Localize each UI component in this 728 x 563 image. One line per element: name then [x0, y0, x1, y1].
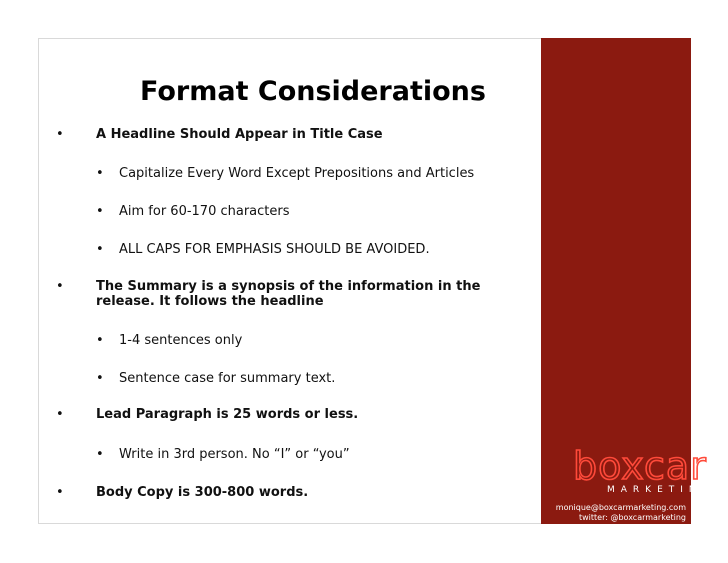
contact-twitter: twitter: @boxcarmarketing — [578, 513, 686, 522]
sub-bullet-capitalize: Capitalize Every Word Except Prepositions and Articles — [119, 166, 475, 181]
bullet-icon: • — [96, 333, 104, 348]
bullet-icon: • — [96, 447, 104, 462]
bullet-icon: • — [96, 242, 104, 257]
bullet-icon: • — [56, 485, 64, 500]
boxcar-logo: boxcar — [573, 444, 707, 488]
sub-bullet-sentences: 1-4 sentences only — [119, 333, 243, 348]
bullet-icon: • — [56, 279, 64, 294]
main-bullet-summary: The Summary is a synopsis of the information in the release. It follows the headline — [96, 279, 481, 309]
bullet-icon: • — [96, 204, 104, 219]
bullet-icon: • — [56, 127, 64, 142]
bullet-icon: • — [96, 371, 104, 386]
main-bullet-headline: A Headline Should Appear in Title Case — [96, 127, 383, 142]
slide-title: Format Considerations — [140, 76, 486, 107]
contact-email: monique@boxcarmarketing.com — [555, 503, 686, 512]
sub-bullet-person: Write in 3rd person. No “I” or “you” — [119, 447, 350, 462]
bullet-icon: • — [56, 407, 64, 422]
main-bullet-body: Body Copy is 300-800 words. — [96, 485, 309, 500]
sub-bullet-length: Aim for 60-170 characters — [119, 204, 290, 219]
bullet-icon: • — [96, 166, 104, 181]
main-bullet-lead: Lead Paragraph is 25 words or less. — [96, 407, 359, 422]
sub-bullet-sentence-case: Sentence case for summary text. — [119, 371, 336, 386]
logo-tagline: MARKETING — [607, 485, 715, 495]
sub-bullet-caps: ALL CAPS FOR EMPHASIS SHOULD BE AVOIDED. — [119, 242, 430, 257]
